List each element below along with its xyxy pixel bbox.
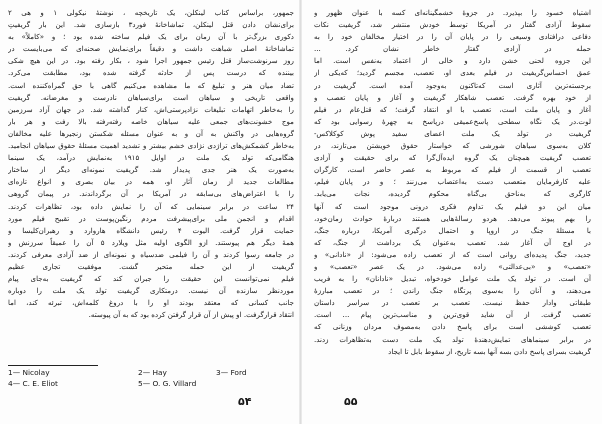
text-line: دکوری بزرگ‌تر با آن زمان برای یک فیلم ساخته شده بود ؛ و «کاملاً» به [8,32,294,42]
footnote-4: 4— C. E. Eliot [8,379,58,388]
text-line: اقدام و انجمن ملی برای‌پیشرفت مردم رنگین‌پوست در تقبیح فیلم مورد [8,213,294,223]
text-line: تماشاخانهٔ اصلی شباهت داشت و دقیقاً برای‌نمایش صحنه‌ای که می‌بایست در [8,44,294,54]
text-line: را به‌خاطر اتهامات تبلیغات نژادپرستی‌اش، کنار گذاشته شد. در جهان آزاد سرزمین [8,104,294,114]
text-line: گریفیت از این حمله متحیر گشت. موفقیت تجاری عظیم [8,261,294,271]
text-line: واقعی تاریخی و سیاهان است برای‌سیاهان نادرست و مغرضانه. گریفیت [8,92,294,102]
text-line: تعصب گرفت. از آن شاید قوی‌ترین و مناسب‌ترین پیام ... است. [314,310,591,320]
footnote-divider [8,365,98,366]
text-line: آغاز و پایان ملت است، تعصب با او انتقاد گرفت؛ که‌ قتل‌عام در فیلم [314,104,591,114]
page-number-right: ۵۵ [344,395,358,408]
text-line: را بهم پیوند می‌دهد. هردو رسالهٔ‌هایی هستند درباره‌ٔ حوادث زمان‌خود، [314,213,591,223]
text-line: به‌خاطر کشمکش‌های تراژدی نژادی خشم بیشتر و تشدید اهمیت مسئلهٔ حقوق سیاهان انجامید. [8,141,294,151]
right-page-body [314,7,591,358]
text-line: موج خشونت‌های جمعی علیه سیاهان خاصه رفته‌رفته بالا رفت و هر بار [8,116,294,126]
text-line: «تعصب» و «بی‌عدالتی» زاده می‌شود. در یک عصر «تعصب» و [314,261,591,271]
text-line: هنگامی‌که تولد یک ملت در اوایل ۱۹۱۵ به‌نمایش درآمد، یک سینما [8,153,294,163]
text-line: با مسئلهٔ جنگ در اروپا و احتمال درگیری آمریکا، درباره جنگ، [314,225,591,235]
text-line: گروه‌هایی در واکنش به آن و به عنوان مسئله شکستن زنجیرها علیه مخالفان [8,128,294,138]
text-line: به‌صورت یک هنر جدی پدیدار شد. گریفیت نمونه‌ای دیگر از ساختار [8,165,294,175]
text-line: انتقاد قرارگرفت. او پیش از آن قرار گرفتن کرده بود که به آن پیوسته. [88,310,294,320]
footnote-2: 2— Hay [138,368,167,377]
text-line: در اوج آن آغاز شد. تعصب به‌عنوان یک برداشت از جنگ، که [314,237,591,247]
footnote-3: 3— Ford [216,368,247,377]
text-line: کلان به‌سوی سیاهان شورشی که خواستار حقوق خویشتن می‌تازند، در [314,141,591,151]
text-line: آن است. در تولد یک ملت عوامل خودخواه، تبدیل «نادانان» را به فریب [314,274,591,284]
text-line: کارگری که به‌ناحق بی‌گناه محکوم گردیده، نجات می‌یابد. [314,189,591,199]
text-line: علیه کارفرمایان متعصب دست به‌اعتصاب می‌زنند ؛ و در پایان فیلم، [314,177,591,187]
right-page [301,0,602,424]
text-line: فیلم نمی‌توانست این حقیقت را جبران کند که گریفیت به‌جای پیام [8,274,294,284]
text-line: این جزوه لحنی خشن دارد و خالی از اعتماد به‌نفس است. اما [314,56,591,66]
text-line: در برابر سینماهای تمایش‌دهندهٔ تولد یک ملت دست به‌تظاهرات زدند. [314,334,591,344]
text-line: حمایت قرار گرفت. الیوت ۴ رئیس دانشگاه هاروارد و رهبران‌کلیسا و [8,225,294,235]
text-line: برای‌نشان دادن قتل لینکلن، تماشاخانهٔ فورد۳ بازسازی شد. این بار گریفیتِ [8,20,294,30]
text-line: اشتیاه خسود را بپذیرد. در جزوهٔ خشمگینانه‌ای کسه با عنوان ظهور و [314,8,591,17]
text-line: می‌دهند، و آنان را به‌سوی پرتگاه جنگ راندن ؛ در تعصب مبارزهٔ [314,286,591,296]
text-line: گریفیت بسرای پاسخ دادن بسه آنها بسه تاریخ، از سقوط بابل تا ایجاد [388,346,591,356]
text-line: را با اعتراض‌های بی‌سابقه در آمریکا بر آن برگرداندند. در پیمان گروهی [8,189,294,199]
text-line: تعصب کوششی است برای پاسخ دادن به‌مصوف مردان وزنانی که [314,322,591,332]
text-line: همهٔ دیگر هم پیوستند. ازو الگوی اولیه مثل ویلارد ۵ آن را عمیقاً سرزنش و [8,237,294,247]
footnote-5: 5— O. G. Villard [138,379,197,388]
text-line: سقوط آزادی گفتار در آمریکا توسط خودش منتشر شد، گریفیت نکات [314,20,591,30]
text-line: تضاد میان هنر و تبلیغ که ما مشاهده می‌کنیم گاهی با حق گمراه‌کننده است. [8,80,294,90]
text-line: تعصب گریفیت همچنان یک گروه ایده‌آل‌گرا که برای حقیقت و آزادی [314,153,591,163]
text-line: دفاعی درافتادی وسیعی را در پایان آن را در اختیار مخالفان خود را به [314,32,591,42]
text-line: موردنظر سازنده آن نیست. درمتکاری گریفیت تولد یک ملت را دوباره [8,286,294,296]
text-line: جانب کسانی که معتقد بودند او را با دروغ کلمه‌اش، تبرئه کند، اما [8,298,294,308]
text-line: بیننده که درست پس از حادثه گرفته شده بود، مطابقت می‌کرد. [8,68,294,78]
text-line: تعصب از قسمت از فیلم که مربوط به عصر حاضر است، کارگران [314,165,591,175]
text-line: طبقاتی وادار حفظ نیست. تعصب بر تعصب در سراسر داستان [314,298,591,308]
text-line: گریفیت در تولد یک ملت اعضای سفید پوش کوکلاکس- [314,128,591,138]
text-line: حمله در آزادی گفتار خاطر نشان کرد. ... [314,44,591,54]
text-line: روز سرنوشت‌ساز قتل رئیس جمهور اجرا شود ، بکار رفته بود. در این هیچ شکی [8,56,294,66]
footnote-1: 1— Nicolay [8,368,50,377]
left-page-body [8,7,294,321]
text-line: جمهور، براساس کتاب لینکلن، یک تاریخچه ، نوشتهٔ نیکولی ۱ و هی ۲ [8,8,294,17]
page-number-left: ۵۴ [238,395,252,408]
text-line: لوت.در یک نگاه سطحی پاسخ‌عمیقی درپاسخ به چهرهٔ رسوایی بود که [314,116,591,126]
text-line: میان این دو فیلم یک تداوم فکری درونی موجود است که آنها [314,201,591,211]
text-line: در جامعه رسوا کردند و آن را فیلمی ضدسیاه و نمونه‌ای از ضد آزادی معرفی کردند. [8,249,294,259]
text-line: جدید، جنگ پدیده‌ای روانی است که از تعصب زاده می‌شود: از «نادانی» و [314,249,591,259]
text-line: مطالعات جدید از زمان آثار او، همه در بیان بصری و انواع تازه‌ای [8,177,294,187]
text-line: برجسته‌ترین آثاری است که‌تاکنون به‌وجود آمده است. گریفیت در [314,80,591,90]
text-line: ۲۴ ساعت در برابر سینمایی که آن را نمایش داده بود، تظاهرات کردند. [8,201,294,211]
text-line: از خود بهره گرفت. تعصب شاهکار گریفیت و آغاز و پایان تعصب و [314,92,591,102]
text-line: عمق احساس‌گریفیت در فیلم بعدی او، تعصب، مجسم گردید؛ که‌یکی از [314,68,591,78]
